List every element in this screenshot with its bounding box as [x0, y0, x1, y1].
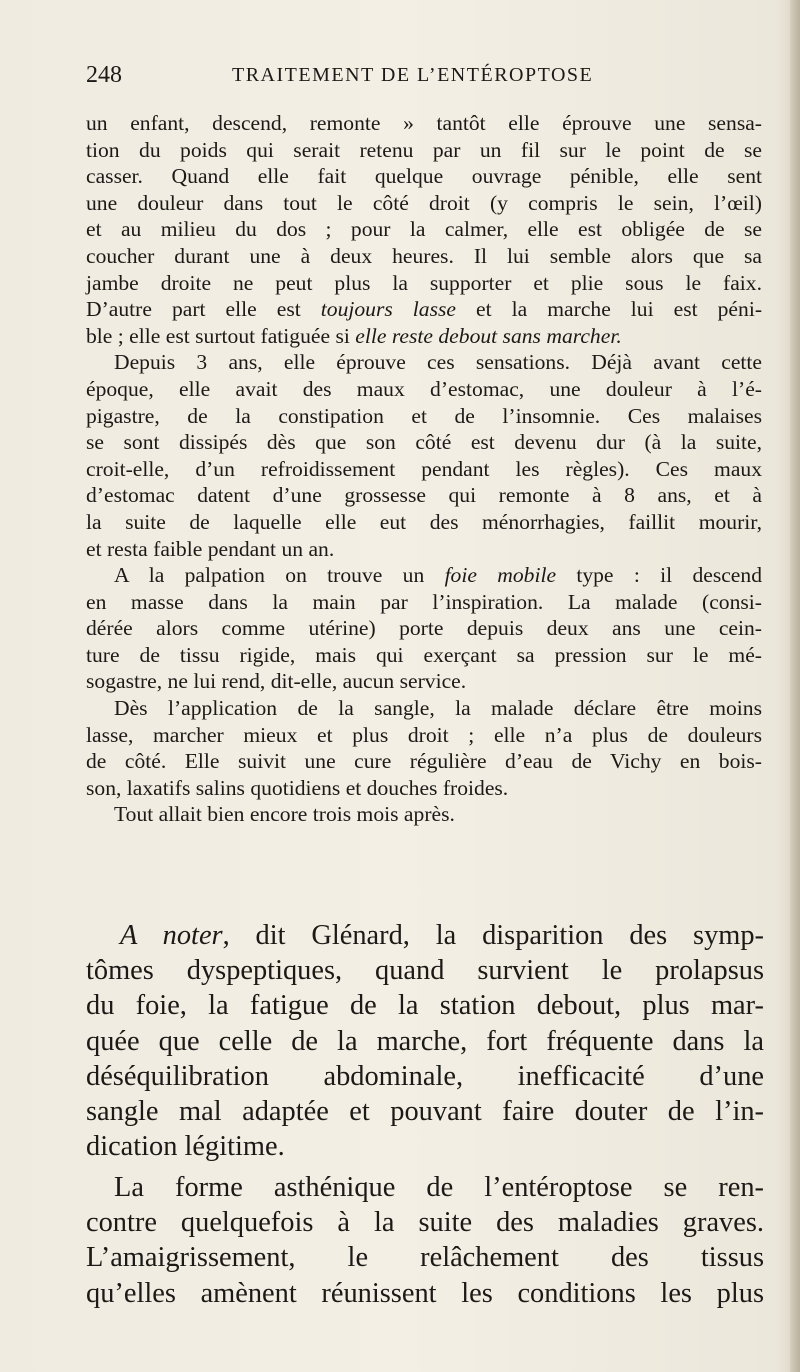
- text-line: lasse, marcher mieux et plus droit ; elle n’a plus de douleurs: [86, 722, 762, 747]
- text-line: jambe droite ne peut plus la supporter et plie sous le faix.: [86, 270, 762, 295]
- text-line: et resta faible pendant un an.: [86, 536, 335, 561]
- text-line: La forme asthénique de l’entéroptose se ren-: [114, 1172, 764, 1203]
- text-line: sogastre, ne lui rend, dit-elle, aucun service.: [86, 669, 467, 694]
- page-header: [86, 62, 766, 92]
- text-line: Depuis 3 ans, elle éprouve ces sensations. Déjà avant cette: [114, 350, 762, 375]
- text-line: tion du poids qui serait retenu par un fil sur le point de se: [86, 137, 762, 162]
- text-line: du foie, la fatigue de la station debout, plus mar-: [86, 990, 764, 1022]
- italic-emphasis: toujours lasse: [320, 297, 456, 322]
- page-edge: [790, 0, 800, 1372]
- text-line: et au milieu du dos ; pour la calmer, elle est obligée de se: [86, 217, 762, 242]
- text-line: sangle mal adaptée et pouvant faire douter de l’in-: [86, 1095, 764, 1127]
- text-run: ble ; elle est surtout fatiguée si: [86, 323, 356, 348]
- text-line: [86, 918, 764, 953]
- text-line: [86, 562, 762, 589]
- text-line: [86, 296, 762, 323]
- text-line: contre quelquefois à la suite des maladies graves.: [86, 1207, 764, 1239]
- text-line: une douleur dans tout le côté droit (y compris le sein, l’œil): [86, 190, 762, 215]
- text-line: se sont dissipés dès que son côté est devenu dur (à la suite,: [86, 430, 762, 455]
- text-line: croit-elle, d’un refroidissement pendant les règles). Ces maux: [86, 456, 762, 481]
- page-number: 248: [86, 62, 122, 88]
- text-line: son, laxatifs salins quotidiens et douches froides.: [86, 775, 509, 800]
- text-line: [86, 323, 762, 350]
- text-line: qu’elles amènent réunissent les conditions les plus: [86, 1277, 764, 1309]
- text-line: en masse dans la main par l’inspiration. La malade (consi-: [86, 589, 762, 614]
- asthenic-form-paragraph: [86, 1170, 764, 1311]
- text-line: dérée alors comme utérine) porte depuis deux ans une cein-: [86, 616, 762, 641]
- text-line: la suite de laquelle elle eut des ménorrhagies, faillit mourir,: [86, 509, 762, 534]
- commentary-paragraph: [86, 918, 764, 1164]
- text-line: tômes dyspeptiques, quand survient le prolapsus: [86, 955, 764, 987]
- text-line: d’estomac datent d’une grossesse qui remonte à 8 ans, et à: [86, 483, 762, 508]
- text-line: casser. Quand elle fait quelque ouvrage pénible, elle sent: [86, 164, 762, 189]
- text-line: un enfant, descend, remonte » tantôt elle éprouve une sensa-: [86, 111, 762, 135]
- text-line: Dès l’application de la sangle, la malade déclare être moins: [114, 696, 762, 721]
- text-line: coucher durant une à deux heures. Il lui semble alors que sa: [86, 243, 762, 268]
- italic-emphasis: foie mobile: [444, 563, 557, 588]
- italic-emphasis: A noter: [120, 920, 223, 951]
- italic-emphasis: elle reste debout sans marcher.: [355, 323, 622, 348]
- text-run: , dit Glénard, la disparition des symp-: [222, 920, 765, 951]
- text-line: quée que celle de la marche, fort fréquente dans la: [86, 1025, 764, 1057]
- text-line: ture de tissu rigide, mais qui exerçant sa pression sur le mé-: [86, 642, 762, 667]
- running-title: TRAITEMENT DE L’ENTÉROPTOSE: [232, 64, 594, 86]
- text-line: de côté. Elle suivit une cure régulière d’eau de Vichy en bois-: [86, 749, 762, 774]
- text-run: D’autre part elle est: [86, 297, 321, 322]
- text-line: époque, elle avait des maux d’estomac, une douleur à l’é-: [86, 376, 762, 401]
- case-report-text: [86, 110, 762, 828]
- text-line: dication légitime.: [86, 1131, 285, 1163]
- text-line: déséquilibration abdominale, inefficacité d’une: [86, 1060, 764, 1092]
- text-run: type : il descend: [556, 563, 762, 588]
- text-run: et la marche lui est péni-: [456, 297, 763, 322]
- text-line: L’amaigrissement, le relâchement des tissus: [86, 1242, 764, 1274]
- text-line: pigastre, de la constipation et de l’insomnie. Ces malaises: [86, 403, 762, 428]
- text-line: Tout allait bien encore trois mois après.: [114, 802, 455, 827]
- text-run: A la palpation on trouve un: [114, 563, 445, 588]
